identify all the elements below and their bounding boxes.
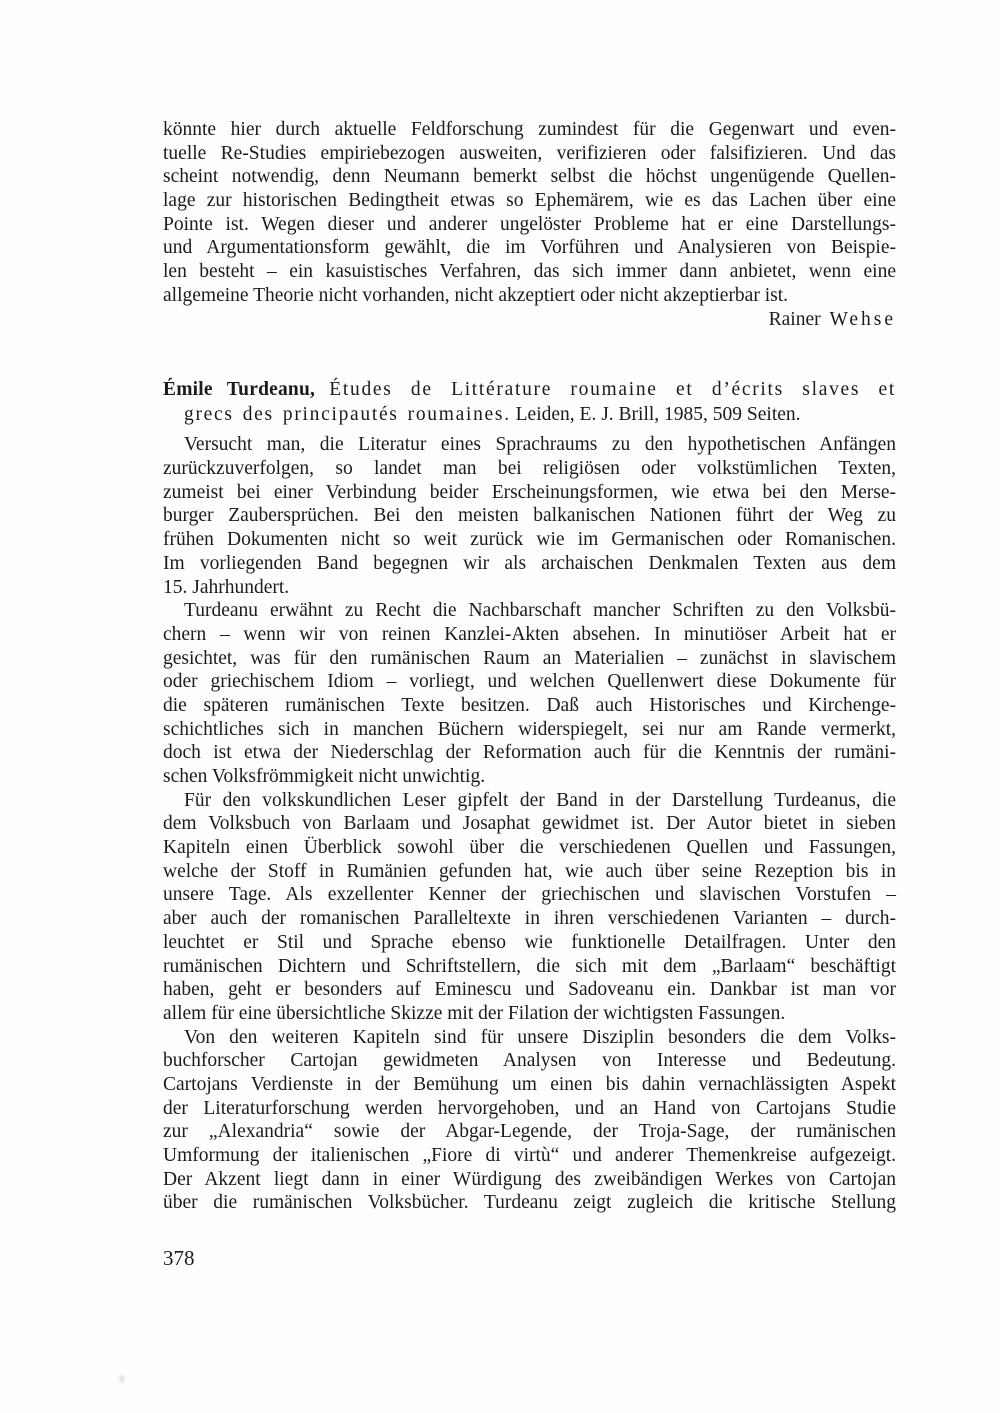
book-imprint: Leiden, E. J. Brill, 1985, 509 Seiten. [515,403,801,425]
text-line: Kapiteln einen Überblick sowohl über die verschiedenen Quellen und Fassungen, [163,837,896,859]
scanned-page [163,118,896,1271]
text-line: len besteht – ein kasuistisches Verfahren, das sich immer dann anbietet, wenn eine [163,261,896,283]
text-line: Im vorliegenden Band begegnen wir als archaischen Denkmalen Texten aus dem [163,552,896,574]
text-line: allgemeine Theorie nicht vorhanden, nicht akzeptiert oder nicht akzeptierbar ist. [163,284,789,306]
review-paragraph-2 [163,599,896,789]
text-line: schen Volksfrömmigkeit nicht unwichtig. [163,766,486,787]
reviewer-first-name: Rainer [768,308,821,330]
text-line: scheint notwendig, denn Neumann bemerkt selbst die höchst ungenügende Quellen- [163,166,896,188]
review-body [163,433,896,1215]
heading-line [163,378,896,403]
text-line: chern – wenn wir von reinen Kanzlei-Akten absehen. In minutiöser Arbeit hat er [163,623,896,645]
text-line: doch ist etwa der Niederschlag der Reformation auch für die Kenntnis der rumäni- [163,742,896,764]
text-line: aber auch der romanischen Paralleltexte in ihren verschiedenen Varianten – durch- [163,908,896,930]
heading-line [163,403,896,428]
text-line: haben, geht er besonders auf Eminescu und Sadoveanu ein. Dankbar ist man vor [163,979,896,1001]
text-line: tuelle Re-Studies empiriebezogen ausweiten, verifizieren oder falsifizieren. Und das [163,142,896,164]
text-line: und Argumentationsform gewählt, die im Vorführen und Analysieren von Beispie- [163,237,896,259]
text-line: gesichtet, was für den rumänischen Raum an Materialien – zunächst in slavischem [163,647,896,669]
text-line: zurückzuverfolgen, so landet man bei religiösen oder volkstümlichen Texten, [163,458,896,480]
text-line: dem Volksbuch von Barlaam und Josaphat gewidmet ist. Der Autor bietet in sieben [163,813,896,835]
text-line: 15. Jahrhundert. [163,576,290,598]
text-line: lage zur historischen Bedingtheit etwas so Ephemärem, wie es das Lachen über eine [163,190,896,212]
text-line: oder griechischem Idiom – vorliegt, und welchen Quellenwert diese Dokumente für [163,671,896,693]
scan-artifact [119,1375,125,1383]
text-line: Versucht man, die Literatur eines Sprachraums zu den hypothetischen Anfängen [184,434,896,456]
text-line: Für den volkskundlichen Leser gipfelt der Band in der Darstellung Turdeanus, die [184,789,896,811]
review-paragraph-4 [163,1026,896,1216]
review-paragraph-1 [163,433,896,599]
text-line: burger Zaubersprüchen. Bei den meisten balkanischen Nationen führt der Weg zu [163,505,896,527]
book-title-part: grecs des principautés roumaines. [184,403,511,425]
book-title-part: Études de Littérature roumaine et d’écrits slaves et [329,379,897,401]
text-line: leuchtet er Stil und Sprache ebenso wie funktionelle Detailfragen. Unter den [163,931,896,953]
text-line: Umformung der italienischen „Fiore di virtù“ und anderer Themenkreise aufgezeigt. [163,1145,896,1166]
text-line: zumeist bei einer Verbindung beider Erscheinungsformen, wie etwa bei den Merse- [163,481,896,503]
text-line: buchforscher Cartojan gewidmeten Analysen von Interesse und Bedeutung. [163,1050,896,1072]
text-line: der Literaturforschung werden hervorgehoben, und an Hand von Cartojans Studie [163,1097,896,1119]
text-line: Von den weiteren Kapiteln sind für unsere Disziplin besonders die dem Volks- [184,1026,896,1048]
text-line: über die rumänischen Volksbücher. Turdeanu zeigt zugleich die kritische Stellung [163,1192,896,1214]
text-line: schichtliches sich in manchen Büchern widerspiegelt, sei nur am Rande vermerkt, [163,718,896,740]
reviewer-signature [163,308,896,332]
text-line: Turdeanu erwähnt zu Recht die Nachbarschaft mancher Schriften zu den Volksbü- [184,600,896,622]
text-line: könnte hier durch aktuelle Feldforschung zumindest für die Gegenwart und even- [163,119,896,140]
text-line: Pointe ist. Wegen dieser und anderer ungelöster Probleme hat er eine Darstellungs- [163,213,896,235]
book-author: Émile Turdeanu, [163,379,316,401]
text-line: welche der Stoff in Rumänien gefunden hat, wie auch über seine Rezeption bis in [163,860,896,882]
text-line: Cartojans Verdienste in der Bemühung um einen bis dahin vernachlässigten Aspekt [163,1073,896,1095]
text-line: Der Akzent liegt dann in einer Würdigung des zweibändigen Werkes von Cartojan [163,1168,896,1190]
text-line: rumänischen Dichtern und Schriftstellern, die sich mit dem „Barlaam“ beschäftigt [163,955,896,977]
page-number: 378 [163,1246,195,1271]
text-line: die späteren rumänischen Texte besitzen. Daß auch Historisches und Kirchenge- [163,694,896,716]
reviewer-last-name: Wehse [829,308,896,330]
previous-review-tail [163,118,896,331]
text-line: frühen Dokumenten nicht so weit zurück wie im Germanischen oder Romanischen. [163,529,896,551]
text-line: unsere Tage. Als exzellenter Kenner der griechischen und slavischen Vorstufen – [163,884,896,906]
text-line: allem für eine übersichtliche Skizze mit der Filation der wichtigsten Fassungen. [163,1002,786,1024]
book-citation-heading [163,378,896,427]
review-paragraph-3 [163,789,896,1026]
text-line: zur „Alexandria“ sowie der Abgar-Legende, der Troja-Sage, der rumänischen [163,1121,896,1143]
